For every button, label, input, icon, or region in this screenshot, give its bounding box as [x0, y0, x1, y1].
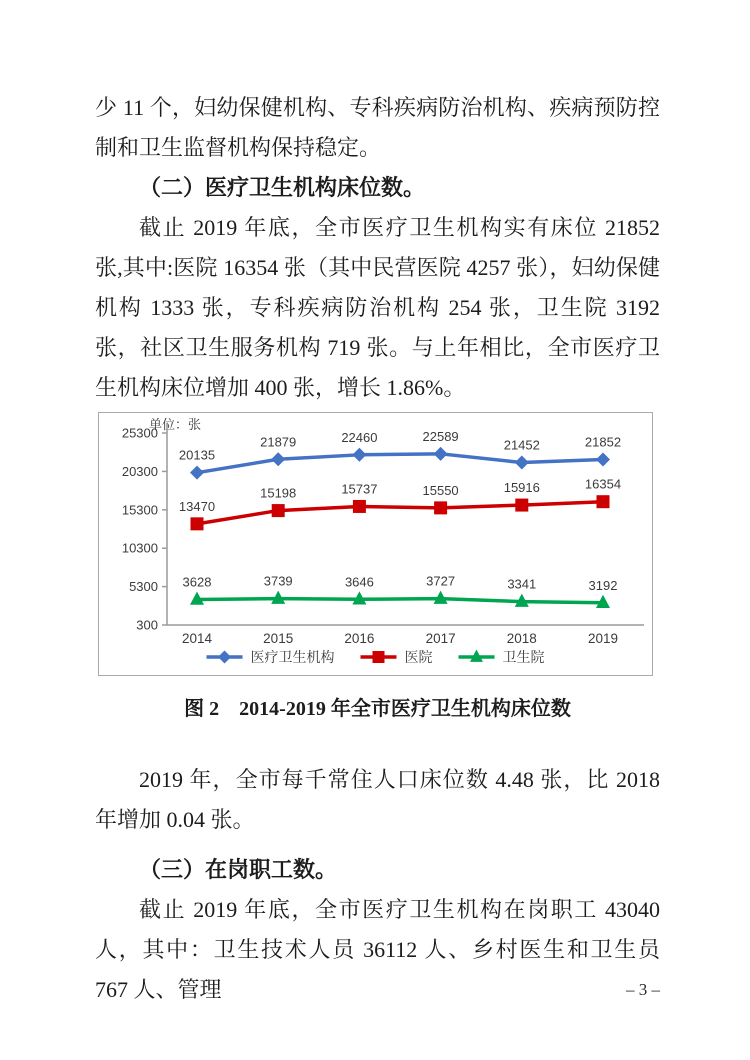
chart-text: 2017 — [425, 631, 456, 646]
series-line — [197, 502, 603, 524]
chart-text: 3341 — [507, 576, 537, 592]
paragraph-per-capita-beds: 2019 年，全市每千常住人口床位数 4.48 张，比 2018 年增加 0.04 张。 — [95, 767, 660, 832]
chart-text: 2014 — [181, 631, 213, 646]
diamond-marker-icon — [434, 447, 448, 461]
square-marker-icon — [272, 504, 285, 517]
chart-text: 5300 — [129, 579, 158, 595]
diamond-marker-icon — [271, 452, 285, 466]
series-line — [197, 599, 603, 603]
chart-text: 15550 — [422, 482, 459, 498]
chart-text: 300 — [136, 617, 158, 633]
chart-text: 2018 — [506, 631, 537, 646]
chart-text: 3739 — [263, 573, 293, 589]
chart-text: 21879 — [260, 434, 297, 450]
chart-text: 3727 — [426, 573, 456, 589]
chart-text: 21852 — [584, 434, 622, 450]
figure-2-caption: 图 2 2014-2019 年全市医疗卫生机构床位数 — [184, 698, 571, 720]
paragraph-continuation: 少 11 个，妇幼保健机构、专科疾病防治机构、疾病预防控制和卫生监督机构保持稳定。 — [95, 95, 660, 160]
paragraph-staff-statistics: 截止 2019 年底，全市医疗卫生机构在岗职工 43040 人，其中：卫生技术人员 36112 人、乡村医生和卫生员 767 人、管理 — [95, 897, 660, 1002]
square-marker-icon — [434, 501, 447, 514]
legend-item-医疗卫生机构 — [207, 649, 335, 665]
chart-text: 15198 — [260, 485, 297, 501]
beds-line-chart — [98, 412, 653, 676]
chart-text: 15916 — [503, 480, 540, 496]
chart-text: 25300 — [121, 425, 158, 441]
chart-text: 3192 — [588, 577, 618, 593]
square-marker-icon — [191, 517, 204, 530]
page-content — [95, 0, 660, 1010]
chart-text: 21452 — [503, 437, 540, 453]
chart-text: 2019 — [587, 631, 619, 646]
chart-text: 22589 — [422, 428, 459, 444]
section-2-heading: （二）医疗卫生机构床位数。 — [139, 175, 426, 200]
series-line — [197, 454, 603, 473]
chart-text: 13470 — [178, 498, 216, 514]
square-marker-icon — [515, 499, 528, 512]
chart-text: 15737 — [341, 481, 378, 497]
square-marker-icon — [597, 495, 610, 508]
chart-text: 医院 — [404, 649, 433, 665]
diamond-marker-icon — [190, 466, 204, 480]
chart-text: 2016 — [344, 631, 375, 646]
page-number: – 3 – — [626, 980, 660, 999]
chart-text: 2015 — [263, 631, 294, 646]
series-医疗卫生机构 — [179, 429, 621, 480]
chart-text: 3646 — [344, 574, 374, 590]
chart-text: 16354 — [584, 476, 622, 492]
legend-item-医院 — [361, 649, 433, 665]
diamond-marker-icon — [515, 456, 529, 470]
chart-text: 15300 — [121, 502, 158, 518]
square-marker-icon — [373, 651, 385, 663]
diamond-marker-icon — [218, 651, 231, 664]
beds-line-chart-svg — [99, 413, 652, 675]
chart-text: 10300 — [121, 540, 158, 556]
chart-text: 20135 — [178, 447, 216, 463]
series-医院 — [179, 477, 621, 531]
chart-text: 20300 — [121, 463, 158, 479]
legend-item-卫生院 — [459, 649, 545, 665]
chart-text: 3628 — [182, 574, 212, 590]
diamond-marker-icon — [352, 448, 366, 462]
square-marker-icon — [353, 500, 366, 513]
series-卫生院 — [183, 574, 618, 608]
chart-text: 医疗卫生机构 — [250, 649, 335, 665]
section-3-heading: （三）在岗职工数。 — [139, 857, 338, 882]
paragraph-bed-statistics: 截止 2019 年底，全市医疗卫生机构实有床位 21852 张,其中:医院 16354 张（其中民营医院 4257 张），妇幼保健机构 1333 张，专科疾病防治机构 254 张，卫生院 3192 张，社区卫生服务机构 719 张。与上年相比，全市医疗卫生机构床位增加 400 张，增长 1.86%。 — [95, 215, 660, 400]
diamond-marker-icon — [596, 452, 610, 466]
chart-text: 卫生院 — [502, 649, 545, 665]
chart-text: 22460 — [341, 429, 378, 445]
chart-text: 单位：张 — [149, 417, 202, 432]
